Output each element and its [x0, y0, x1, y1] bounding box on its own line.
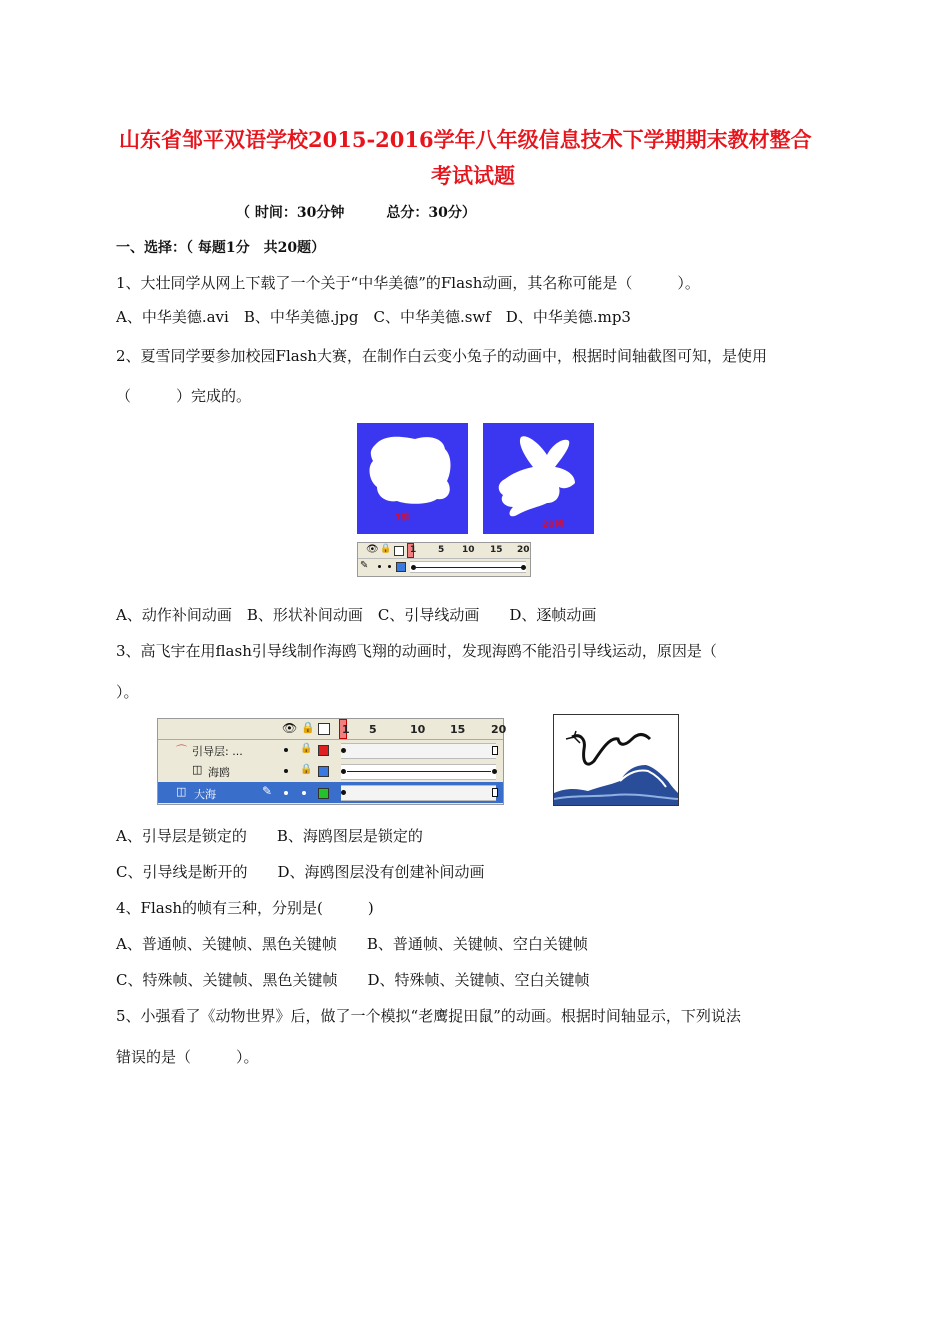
frame-track[interactable]	[341, 743, 496, 759]
rabbit-panel	[483, 423, 594, 534]
cloud-panel	[357, 423, 468, 534]
layer-row-sea[interactable]	[158, 782, 503, 803]
layer-icon: ◫	[176, 785, 187, 798]
lock-icon: 🔒	[380, 544, 392, 554]
layer-color-square[interactable]	[318, 788, 329, 799]
outline-square-icon	[394, 546, 404, 556]
keyframe[interactable]	[341, 748, 346, 753]
visibility-dot[interactable]	[284, 791, 288, 795]
q4-stem: 4、Flash的帧有三种，分别是( )	[116, 899, 374, 917]
seagull-stage	[553, 714, 679, 806]
section-heading: 一、选择：（ 每题1分 共20题）	[116, 240, 326, 256]
frame-20-label: 20帧	[542, 520, 564, 530]
tick-label: 15	[490, 545, 503, 555]
q1-options: A、中华美德.avi B、中华美德.jpg C、中华美德.swf D、中华美德.mp3	[116, 308, 631, 326]
keyframe-start[interactable]	[341, 769, 346, 774]
q2-options: A、动作补间动画 B、形状补间动画 C、引导线动画 D、逐帧动画	[116, 606, 597, 624]
q4-options-line2: C、特殊帧、关键帧、黑色关键帧 D、特殊帧、关键帧、空白关键帧	[116, 971, 590, 989]
q2-timeline	[357, 542, 531, 577]
guide-path-drawing	[554, 715, 678, 805]
q5-stem-line2: 错误的是（ ）。	[116, 1048, 259, 1066]
keyframe-end[interactable]	[521, 565, 526, 570]
layer-row-seagull[interactable]	[158, 761, 503, 781]
layer-color-square[interactable]	[318, 745, 329, 756]
pencil-icon: ✎	[360, 560, 369, 571]
q3-stem-line2: ）。	[116, 683, 139, 701]
visibility-dot[interactable]	[284, 748, 288, 752]
q3-timeline	[157, 718, 507, 805]
lock-icon[interactable]: 🔒	[300, 743, 313, 754]
frame-track[interactable]	[341, 764, 496, 780]
visibility-dot[interactable]	[378, 565, 381, 568]
tween-arrow	[416, 567, 522, 568]
layer-row-guide[interactable]	[158, 740, 503, 760]
guide-layer-icon: ⌒	[176, 744, 187, 757]
timeline-header	[158, 719, 507, 740]
eye-icon: 👁	[366, 544, 379, 555]
layer-name: 大海	[194, 788, 216, 801]
layer-color-square[interactable]	[318, 766, 329, 777]
tick-label: 15	[450, 723, 466, 736]
tick-label: 10	[462, 545, 475, 555]
q2-stem-line1: 2、夏雪同学要参加校园Flash大赛，在制作白云变小兔子的动画中，根据时间轴截图可知，是使用	[116, 347, 768, 365]
document-title-line2: 考试试题	[431, 163, 515, 188]
exam-meta: （ 时间：30分钟 总分：30分）	[236, 205, 476, 221]
lock-icon: 🔒	[301, 721, 315, 734]
tween-arrow	[347, 771, 491, 772]
pencil-icon: ✎	[262, 784, 273, 798]
layer-icon: ◫	[192, 763, 203, 776]
q3-options-line1: A、引导层是锁定的 B、海鸥图层是锁定的	[116, 827, 423, 845]
eye-icon: 👁	[282, 721, 298, 735]
tick-label: 5	[369, 723, 377, 736]
tick-label: 20	[517, 545, 530, 555]
lock-dot[interactable]	[302, 791, 306, 795]
tick-label: 10	[410, 723, 426, 736]
keyframe-end[interactable]	[492, 769, 497, 774]
cloud-shape-icon	[357, 423, 468, 534]
layer-color-square[interactable]	[396, 562, 406, 572]
q1-stem: 1、大壮同学从网上下载了一个关于“中华美德”的Flash动画，其名称可能是（ ）。	[116, 274, 700, 292]
q3-stem-line1: 3、高飞宇在用flash引导线制作海鸥飞翔的动画时，发现海鸥不能沿引导线运动，原因是（	[116, 642, 717, 660]
tick-label: 5	[438, 545, 445, 555]
layer-name: 引导层: ...	[192, 745, 243, 758]
timeline-header	[358, 543, 530, 559]
layer-name: 海鸥	[208, 766, 230, 779]
frame-1-label: 1帧	[395, 513, 411, 523]
end-frame[interactable]	[492, 746, 498, 755]
lock-dot[interactable]	[388, 565, 391, 568]
end-frame[interactable]	[492, 788, 498, 797]
tick-label: 1	[410, 545, 417, 555]
q2-stem-line2: （ ）完成的。	[116, 387, 252, 405]
document-title-line1: 山东省邹平双语学校2015-2016学年八年级信息技术下学期期末教材整合	[119, 127, 812, 152]
lock-icon[interactable]: 🔒	[300, 764, 313, 775]
tick-label: 20	[491, 723, 507, 736]
frame-track[interactable]	[341, 785, 496, 801]
tick-label: 1	[342, 723, 350, 736]
q3-options-line2: C、引导线是断开的 D、海鸥图层没有创建补间动画	[116, 863, 485, 881]
outline-square-icon	[318, 723, 330, 735]
rabbit-shape-icon	[483, 423, 594, 534]
keyframe[interactable]	[341, 790, 346, 795]
q5-stem-line1: 5、小强看了《动物世界》后，做了一个模拟“老鹰捉田鼠”的动画。根据时间轴显示，下列说法	[116, 1007, 741, 1025]
q4-options-line1: A、普通帧、关键帧、黑色关键帧 B、普通帧、关键帧、空白关键帧	[116, 935, 588, 953]
timeline-layer-row[interactable]	[358, 559, 530, 575]
visibility-dot[interactable]	[284, 769, 288, 773]
